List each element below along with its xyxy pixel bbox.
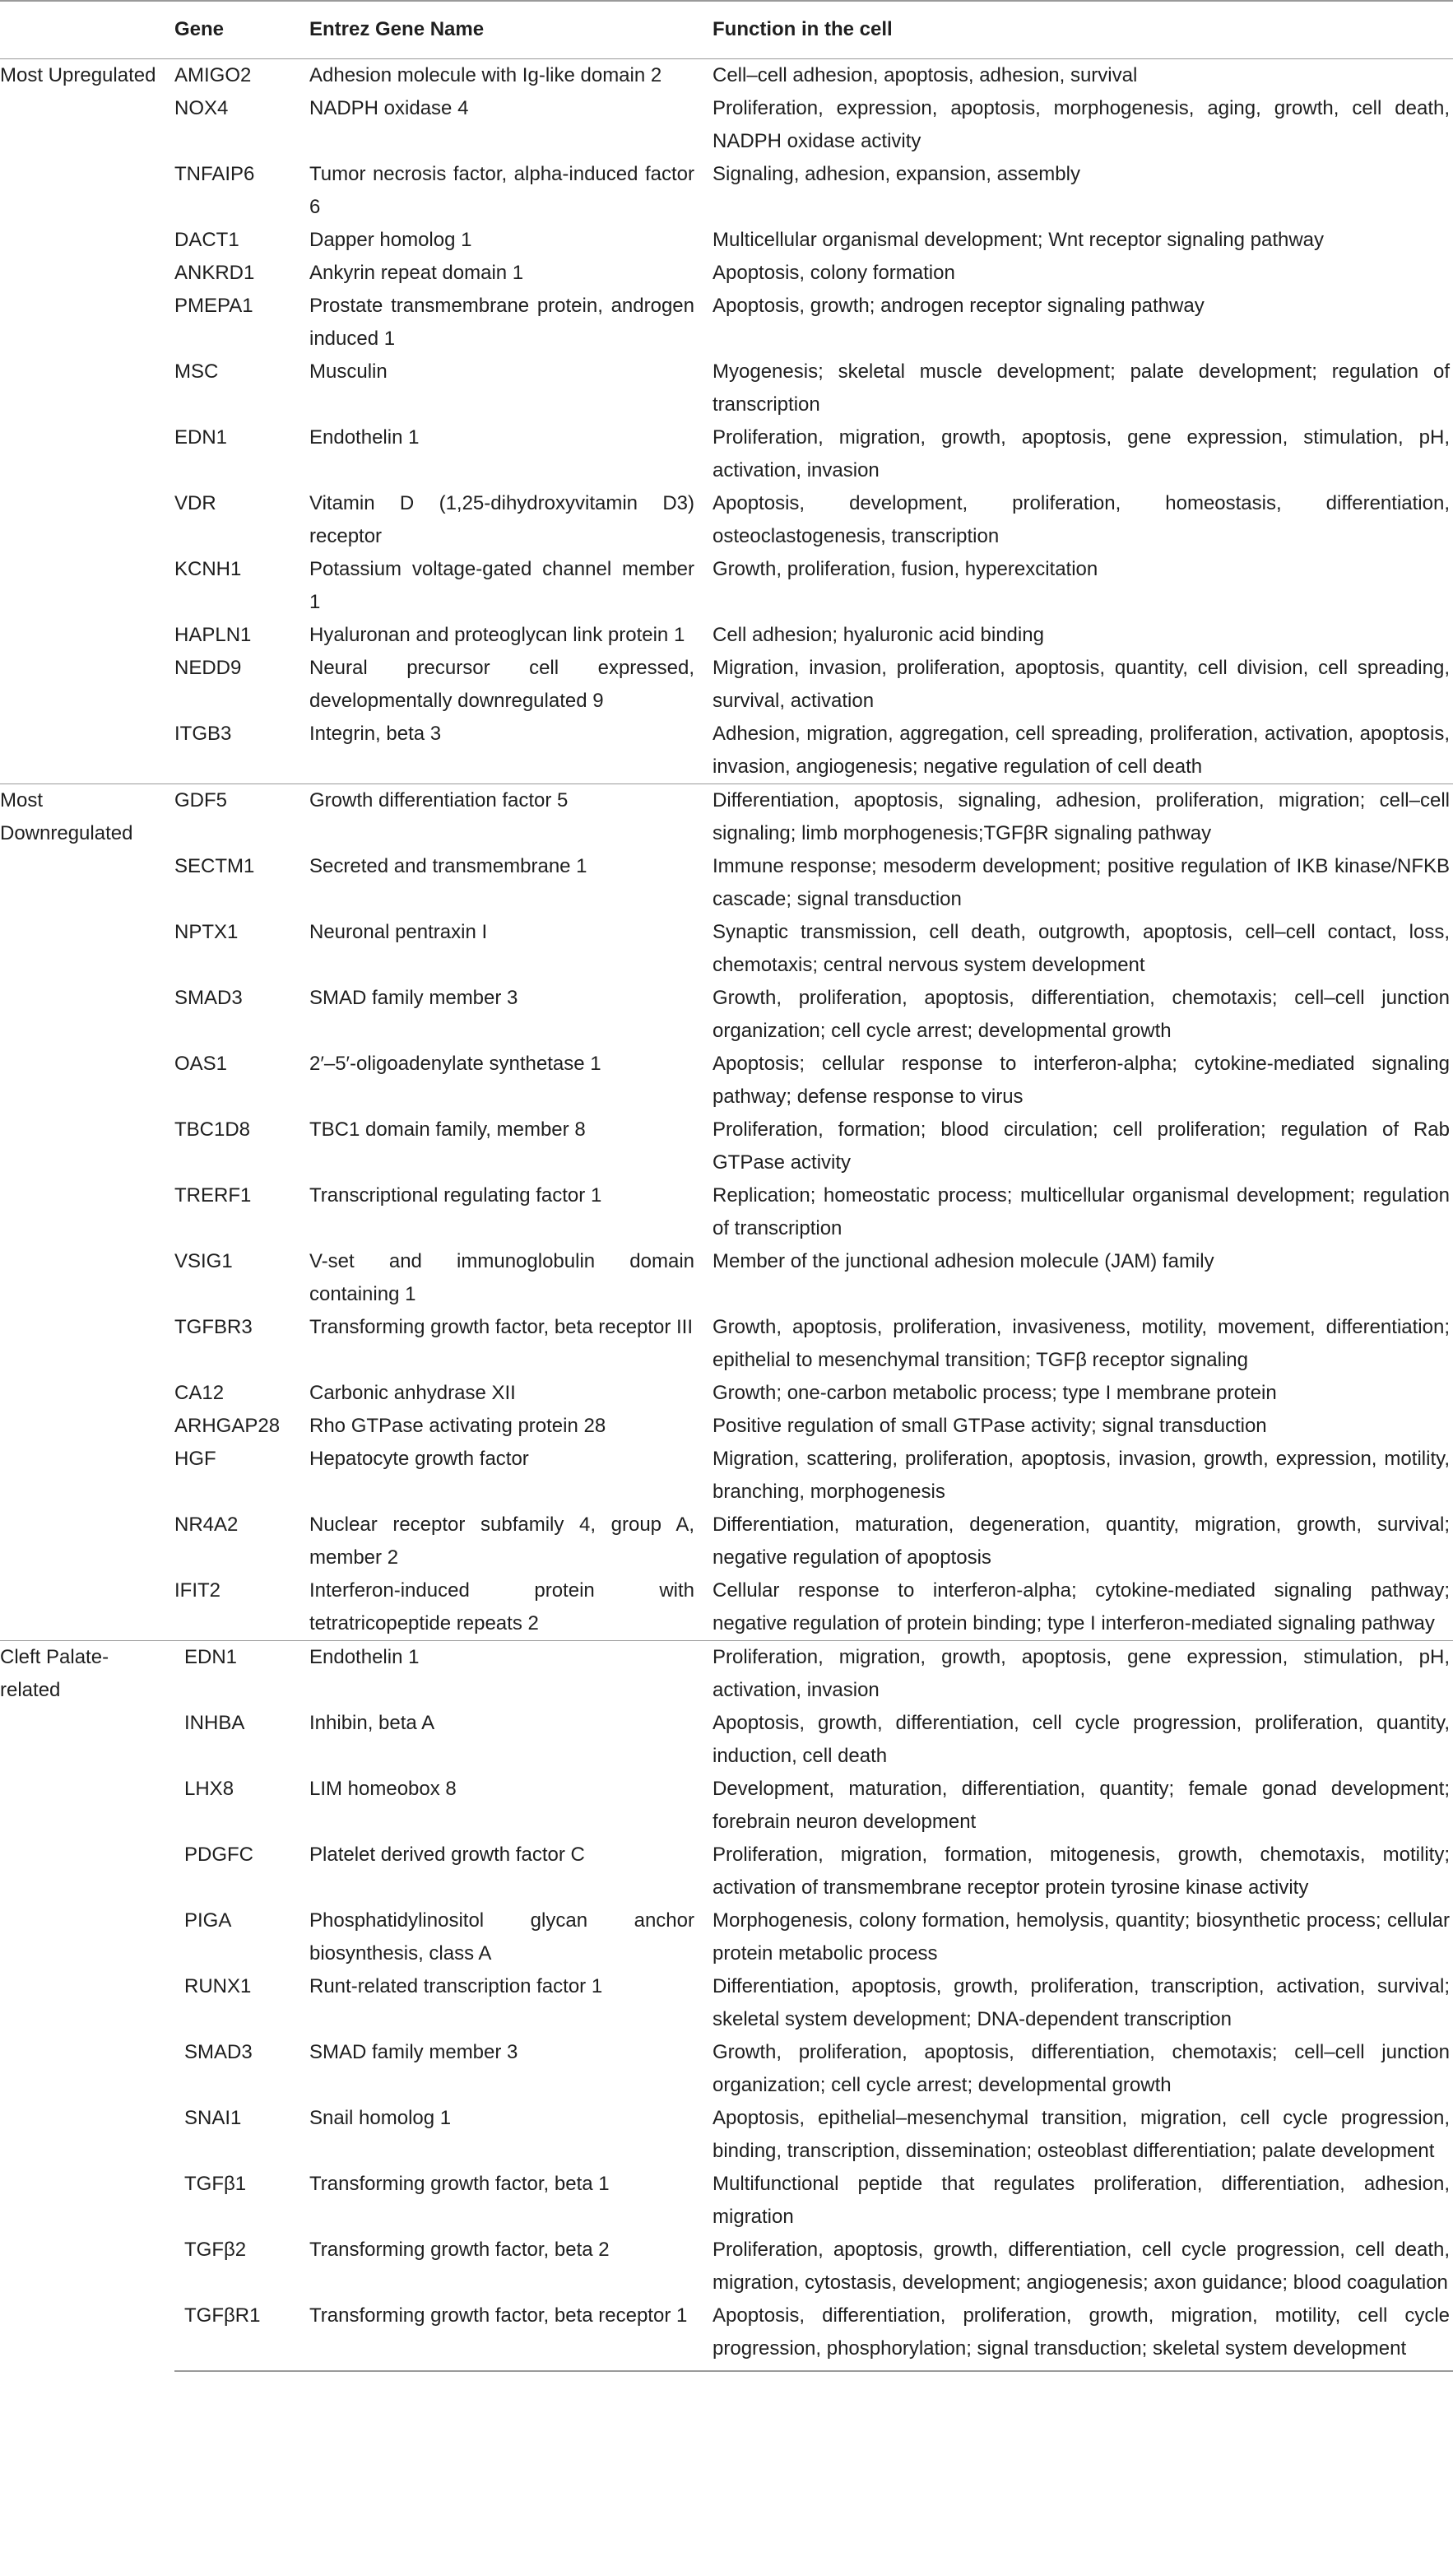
gene-function: Proliferation, migration, growth, apoptosis, gene expression, stimulation, pH, activation, invasion [713,1640,1453,1707]
table-row [0,1245,1453,1311]
table-header-row [0,1,1453,58]
table-row [0,257,1453,290]
table-row [0,1509,1453,1574]
gene-function: Proliferation, expression, apoptosis, morphogenesis, aging, growth, cell death, NADPH oxidase activity [713,96,1450,152]
gene-symbol: KCNH1 [174,557,242,580]
gene-function: Proliferation, formation; blood circulation; cell proliferation; regulation of Rab GTPase activity [713,1118,1450,1174]
header-entrez-gene-name: Entrez Gene Name [309,1,713,58]
gene-function: Apoptosis, growth, differentiation, cell cycle progression, proliferation, quantity, induction, cell death [713,1711,1450,1767]
gene-function: Adhesion, migration, aggregation, cell spreading, proliferation, activation, apoptosis, invasion, angiogenesis; negative regulation of cell death [713,722,1450,778]
entrez-gene-name: Transforming growth factor, beta receptor 1 [309,2299,713,2371]
gene-symbol: NR4A2 [174,1513,239,1536]
header-function: Function in the cell [713,1,1453,58]
gene-symbol: EDN1 [174,425,228,449]
gene-symbol: IFIT2 [174,1579,221,1602]
group-label: Cleft Palate-related [0,1640,174,2371]
entrez-gene-name: Transcriptional regulating factor 1 [309,1183,602,1207]
table-row [0,1410,1453,1443]
group-label: Most Upregulated [0,63,156,86]
table-row [0,553,1453,619]
table-row [0,158,1453,224]
entrez-gene-name: Potassium voltage-gated channel member 1 [309,557,694,613]
table-row [0,421,1453,487]
entrez-gene-name: Transforming growth factor, beta 2 [309,2238,610,2261]
gene-symbol: TGFβ2 [184,2238,247,2261]
entrez-gene-name: Neuronal pentraxin I [309,920,488,943]
entrez-gene-name: Snail homolog 1 [309,2106,452,2129]
gene-symbol: TGFβR1 [174,2299,309,2371]
entrez-gene-name: Inhibin, beta A [309,1711,435,1734]
gene-symbol: SECTM1 [174,854,255,877]
gene-symbol: PMEPA1 [174,294,253,317]
gene-function: Apoptosis; cellular response to interferon-alpha; cytokine-mediated signaling pathway; defense response to virus [713,1052,1450,1108]
gene-symbol: PDGFC [184,1843,253,1866]
table-row [0,1179,1453,1245]
gene-function: Cell–cell adhesion, apoptosis, adhesion, survival [713,63,1138,86]
entrez-gene-name: LIM homeobox 8 [309,1777,457,1800]
gene-function: Proliferation, migration, formation, mitogenesis, growth, chemotaxis, motility; activation of transmembrane receptor protein tyrosine kinase activity [713,1843,1450,1899]
gene-symbol: SMAD3 [184,2040,253,2063]
gene-function: Development, maturation, differentiation, quantity; female gonad development; forebrain neuron development [713,1777,1450,1833]
entrez-gene-name: Adhesion molecule with Ig-like domain 2 [309,63,662,86]
gene-symbol: OAS1 [174,1052,228,1075]
header-group [0,1,174,58]
gene-function: Multicellular organismal development; Wnt receptor signaling pathway [713,228,1325,251]
table-row [0,916,1453,982]
entrez-gene-name: Prostate transmembrane protein, androgen induced 1 [309,294,694,350]
gene-symbol: SMAD3 [174,986,243,1009]
table-row [0,1377,1453,1410]
entrez-gene-name: Transforming growth factor, beta 1 [309,2172,610,2195]
gene-function: Cell adhesion; hyaluronic acid binding [713,623,1044,646]
table-row [0,2036,1453,2102]
gene-function: Migration, scattering, proliferation, apoptosis, invasion, growth, expression, motility, branching, morphogenesis [713,1447,1450,1503]
gene-symbol: TGFβ1 [184,2172,247,2195]
gene-symbol: EDN1 [174,1640,309,1707]
table-row [0,224,1453,257]
gene-function: Apoptosis, growth; androgen receptor signaling pathway [713,294,1205,317]
entrez-gene-name: Dapper homolog 1 [309,228,472,251]
entrez-gene-name: Hyaluronan and proteoglycan link protein 1 [309,623,685,646]
gene-function: Proliferation, apoptosis, growth, differentiation, cell cycle progression, cell death, migration, cytostasis, development; angiogenesis; axon guidance; blood coagulation [713,2238,1450,2294]
entrez-gene-name: 2′–5′-oligoadenylate synthetase 1 [309,1052,601,1075]
gene-symbol: HAPLN1 [174,623,252,646]
gene-symbol: SNAI1 [184,2106,242,2129]
gene-function: Morphogenesis, colony formation, hemolysis, quantity; biosynthetic process; cellular protein metabolic process [713,1909,1450,1965]
gene-symbol: TBC1D8 [174,1118,251,1141]
entrez-gene-name: Runt-related transcription factor 1 [309,1974,603,1997]
table-row [0,652,1453,718]
entrez-gene-name: Tumor necrosis factor, alpha-induced factor 6 [309,162,694,218]
gene-symbol: PIGA [184,1909,232,1932]
gene-function: Growth, proliferation, fusion, hyperexcitation [713,557,1098,580]
table-row [0,487,1453,553]
table-row [0,718,1453,784]
table-row [0,1839,1453,1904]
entrez-gene-name: Phosphatidylinositol glycan anchor biosynthesis, class A [309,1909,694,1965]
gene-function: Growth; one-carbon metabolic process; type I membrane protein [713,1381,1277,1404]
table-row [0,982,1453,1048]
gene-function: Apoptosis, differentiation, proliferation, growth, migration, motility, cell cycle progression, phosphorylation; signal transduction; skeletal system development [713,2299,1453,2371]
entrez-gene-name: Endothelin 1 [309,1640,713,1707]
entrez-gene-name: Neural precursor cell expressed, developmentally downregulated 9 [309,656,694,712]
entrez-gene-name: Secreted and transmembrane 1 [309,854,587,877]
gene-function: Growth, proliferation, apoptosis, differentiation, chemotaxis; cell–cell junction organization; cell cycle arrest; developmental growth [713,2040,1450,2096]
entrez-gene-name: V-set and immunoglobulin domain containing 1 [309,1249,694,1305]
gene-symbol: ANKRD1 [174,261,255,284]
gene-function: Multifunctional peptide that regulates proliferation, differentiation, adhesion, migration [713,2172,1450,2228]
group-label: Most Downregulated [0,783,174,1640]
entrez-gene-name: Ankyrin repeat domain 1 [309,261,524,284]
entrez-gene-name: Growth differentiation factor 5 [309,783,713,850]
table-row [0,1707,1453,1773]
gene-symbol: INHBA [184,1711,245,1734]
gene-function: Synaptic transmission, cell death, outgrowth, apoptosis, cell–cell contact, loss, chemotaxis; central nervous system development [713,920,1450,976]
gene-function: Differentiation, apoptosis, growth, proliferation, transcription, activation, survival; skeletal system development; DNA-dependent transcription [713,1974,1450,2030]
gene-symbol: ITGB3 [174,722,232,745]
gene-symbol: LHX8 [184,1777,234,1800]
gene-symbol: CA12 [174,1381,225,1404]
gene-symbol: GDF5 [174,783,309,850]
gene-symbol: NOX4 [174,96,229,119]
table-row [0,1904,1453,1970]
header-gene: Gene [174,1,309,58]
gene-symbol: TGFBR3 [174,1315,253,1338]
entrez-gene-name: NADPH oxidase 4 [309,96,469,119]
table-row [0,783,1453,850]
gene-function: Differentiation, maturation, degeneration, quantity, migration, growth, survival; negative regulation of apoptosis [713,1513,1450,1569]
entrez-gene-name: SMAD family member 3 [309,2040,518,2063]
entrez-gene-name: Endothelin 1 [309,425,420,449]
table-row [0,1640,1453,1707]
entrez-gene-name: Interferon-induced protein with tetratricopeptide repeats 2 [309,1579,694,1634]
table-row [0,1311,1453,1377]
table-row [0,2102,1453,2168]
gene-symbol: TNFAIP6 [174,162,255,185]
entrez-gene-name: Integrin, beta 3 [309,722,442,745]
gene-function: Apoptosis, epithelial–mesenchymal transition, migration, cell cycle progression, binding, transcription, dissemination; osteoblast differentiation; palate development [713,2106,1450,2162]
table-row [0,1114,1453,1179]
entrez-gene-name: Transforming growth factor, beta receptor III [309,1315,693,1338]
gene-symbol: MSC [174,360,219,383]
gene-symbol: VDR [174,491,216,514]
gene-symbol: AMIGO2 [174,63,252,86]
table-body [0,58,1453,2371]
gene-symbol: ARHGAP28 [174,1414,281,1437]
entrez-gene-name: Nuclear receptor subfamily 4, group A, member 2 [309,1513,694,1569]
gene-symbol: NEDD9 [174,656,242,679]
table-row [0,92,1453,158]
table-row [0,2234,1453,2299]
table-row [0,1574,1453,1641]
gene-function: Member of the junctional adhesion molecule (JAM) family [713,1249,1214,1272]
table-row [0,290,1453,356]
gene-function: Growth, proliferation, apoptosis, differentiation, chemotaxis; cell–cell junction organization; cell cycle arrest; developmental growth [713,986,1450,1042]
gene-symbol: NPTX1 [174,920,239,943]
gene-function: Differentiation, apoptosis, signaling, adhesion, proliferation, migration; cell–cell signaling; limb morphogenesis;TGFβR signaling pathway [713,783,1453,850]
entrez-gene-name: Hepatocyte growth factor [309,1447,529,1470]
table-row [0,1970,1453,2036]
entrez-gene-name: SMAD family member 3 [309,986,518,1009]
table-row [0,58,1453,92]
table-row [0,850,1453,916]
table-row [0,356,1453,421]
gene-function: Apoptosis, colony formation [713,261,955,284]
entrez-gene-name: Musculin [309,360,388,383]
gene-function: Proliferation, migration, growth, apoptosis, gene expression, stimulation, pH, activation, invasion [713,425,1450,481]
gene-function: Myogenesis; skeletal muscle development; palate development; regulation of transcription [713,360,1450,416]
table-row [0,1048,1453,1114]
entrez-gene-name: Rho GTPase activating protein 28 [309,1414,606,1437]
table-row [0,619,1453,652]
gene-function: Cellular response to interferon-alpha; cytokine-mediated signaling pathway; negative regulation of protein binding; type I interferon-mediated signaling pathway [713,1579,1450,1634]
gene-symbol: RUNX1 [184,1974,252,1997]
gene-function: Positive regulation of small GTPase activity; signal transduction [713,1414,1267,1437]
gene-function: Migration, invasion, proliferation, apoptosis, quantity, cell division, cell spreading, survival, activation [713,656,1450,712]
gene-symbol: VSIG1 [174,1249,233,1272]
gene-function: Replication; homeostatic process; multicellular organismal development; regulation of transcription [713,1183,1450,1239]
entrez-gene-name: Platelet derived growth factor C [309,1843,585,1866]
gene-symbol: HGF [174,1447,216,1470]
entrez-gene-name: Carbonic anhydrase XII [309,1381,516,1404]
gene-function: Apoptosis, development, proliferation, homeostasis, differentiation, osteoclastogenesis, transcription [713,491,1450,547]
table-row [0,1773,1453,1839]
table-row [0,2168,1453,2234]
entrez-gene-name: TBC1 domain family, member 8 [309,1118,586,1141]
gene-symbol: DACT1 [174,228,239,251]
entrez-gene-name: Vitamin D (1,25-dihydroxyvitamin D3) receptor [309,491,694,547]
table-row [0,1443,1453,1509]
table-row [0,2299,1453,2371]
gene-function: Immune response; mesoderm development; positive regulation of IKB kinase/NFKB cascade; signal transduction [713,854,1450,910]
gene-function: Growth, apoptosis, proliferation, invasiveness, motility, movement, differentiation; epithelial to mesenchymal transition; TGFβ receptor signaling [713,1315,1450,1371]
gene-symbol: TRERF1 [174,1183,252,1207]
gene-function: Signaling, adhesion, expansion, assembly [713,162,1080,185]
